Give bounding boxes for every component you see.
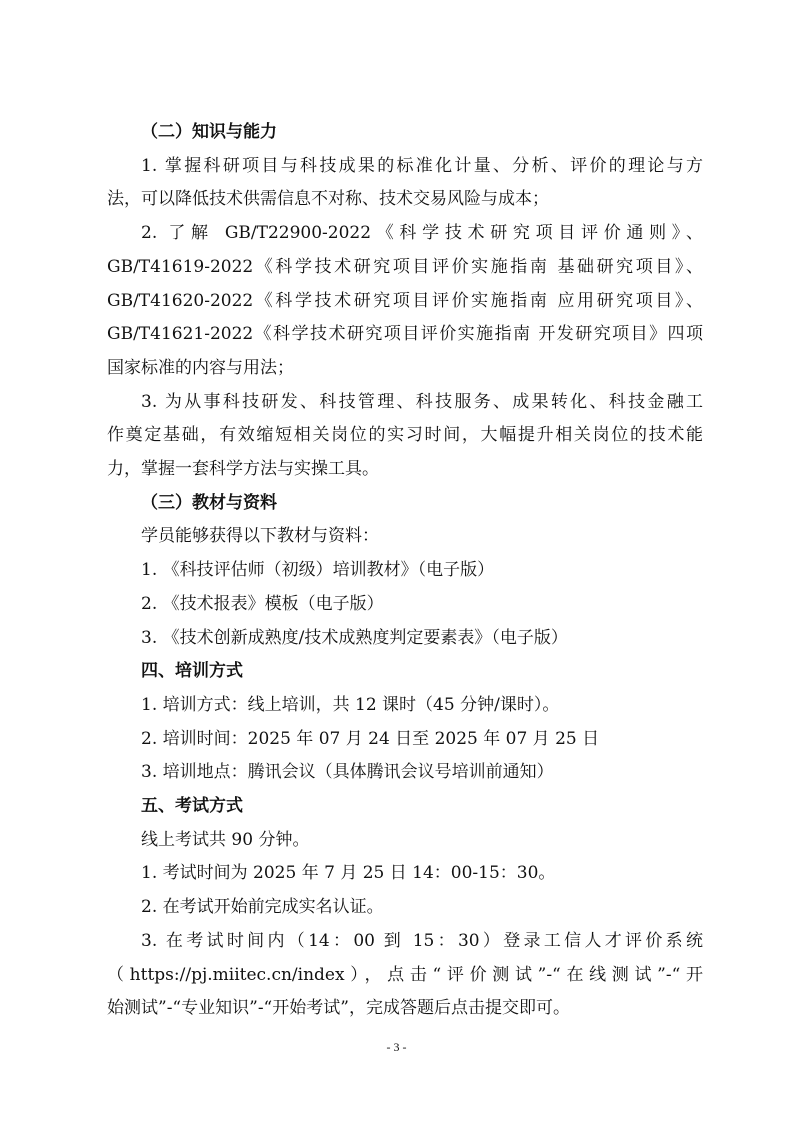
section-heading-materials: （三）教材与资料: [141, 492, 277, 513]
training-item-1: 1. 培训方式：线上培训，共 12 课时（45 分钟/课时）。: [141, 694, 560, 715]
knowledge-item-3-line-3: 力，掌握一套科学方法与实操工具。: [107, 459, 379, 480]
exam-item-3-line-3: 始测试”-“专业知识”-“开始考试”，完成答题后点击提交即可。: [107, 998, 570, 1019]
section-heading-exam: 五、考试方式: [141, 796, 243, 817]
training-item-2: 2. 培训时间：2025 年 07 月 24 日至 2025 年 07 月 25 日: [141, 728, 600, 749]
knowledge-item-3-line-1: 3. 为从事科技研发、科技管理、科技服务、成果转化、科技金融工: [141, 391, 703, 412]
knowledge-item-2-line-5: 国家标准的内容与用法；: [107, 357, 294, 378]
materials-item-1: 1. 《科技评估师（初级）培训教材》（电子版）: [141, 560, 495, 581]
exam-intro: 线上考试共 90 分钟。: [141, 829, 310, 850]
section-heading-knowledge: （二）知识与能力: [141, 122, 277, 142]
materials-intro: 学员能够获得以下教材与资料：: [141, 526, 379, 547]
materials-item-2: 2. 《技术报表》模板（电子版）: [141, 593, 384, 614]
exam-item-3-line-2: （https://pj.miitec.cn/index），点击“评价测试”-“在线测试”-“开: [107, 964, 703, 985]
exam-item-1: 1. 考试时间为 2025 年 7 月 25 日 14：00-15：30。: [141, 863, 556, 884]
materials-item-3: 3. 《技术创新成熟度/技术成熟度判定要素表》（电子版）: [141, 627, 568, 648]
knowledge-item-2-line-1: 2. 了解 GB/T22900-2022《科学技术研究项目评价通则》、: [141, 223, 703, 244]
knowledge-item-2-line-4: GB/T41621-2022《科学技术研究项目评价实施指南 开发研究项目》四项: [107, 324, 703, 345]
section-heading-training: 四、培训方式: [141, 661, 243, 682]
training-item-3: 3. 培训地点：腾讯会议（具体腾讯会议号培训前通知）: [141, 762, 554, 783]
knowledge-item-2-line-3: GB/T41620-2022《科学技术研究项目评价实施指南 应用研究项目》、: [107, 290, 703, 311]
document-body: [107, 116, 703, 1026]
knowledge-item-1-line-1: 1. 掌握科研项目与科技成果的标准化计量、分析、评价的理论与方: [141, 155, 703, 176]
exam-item-2: 2. 在考试开始前完成实名认证。: [141, 897, 384, 918]
knowledge-item-3-line-2: 作奠定基础，有效缩短相关岗位的实习时间，大幅提升相关岗位的技术能: [107, 425, 703, 446]
knowledge-item-1-line-2: 法，可以降低技术供需信息不对称、技术交易风险与成本；: [107, 189, 549, 210]
knowledge-item-2-line-2: GB/T41619-2022《科学技术研究项目评价实施指南 基础研究项目》、: [107, 256, 703, 277]
page-number: - 3 -: [386, 1040, 407, 1054]
exam-item-3-line-1: 3. 在考试时间内（14：00 到 15：30）登录工信人才评价系统: [141, 930, 703, 951]
